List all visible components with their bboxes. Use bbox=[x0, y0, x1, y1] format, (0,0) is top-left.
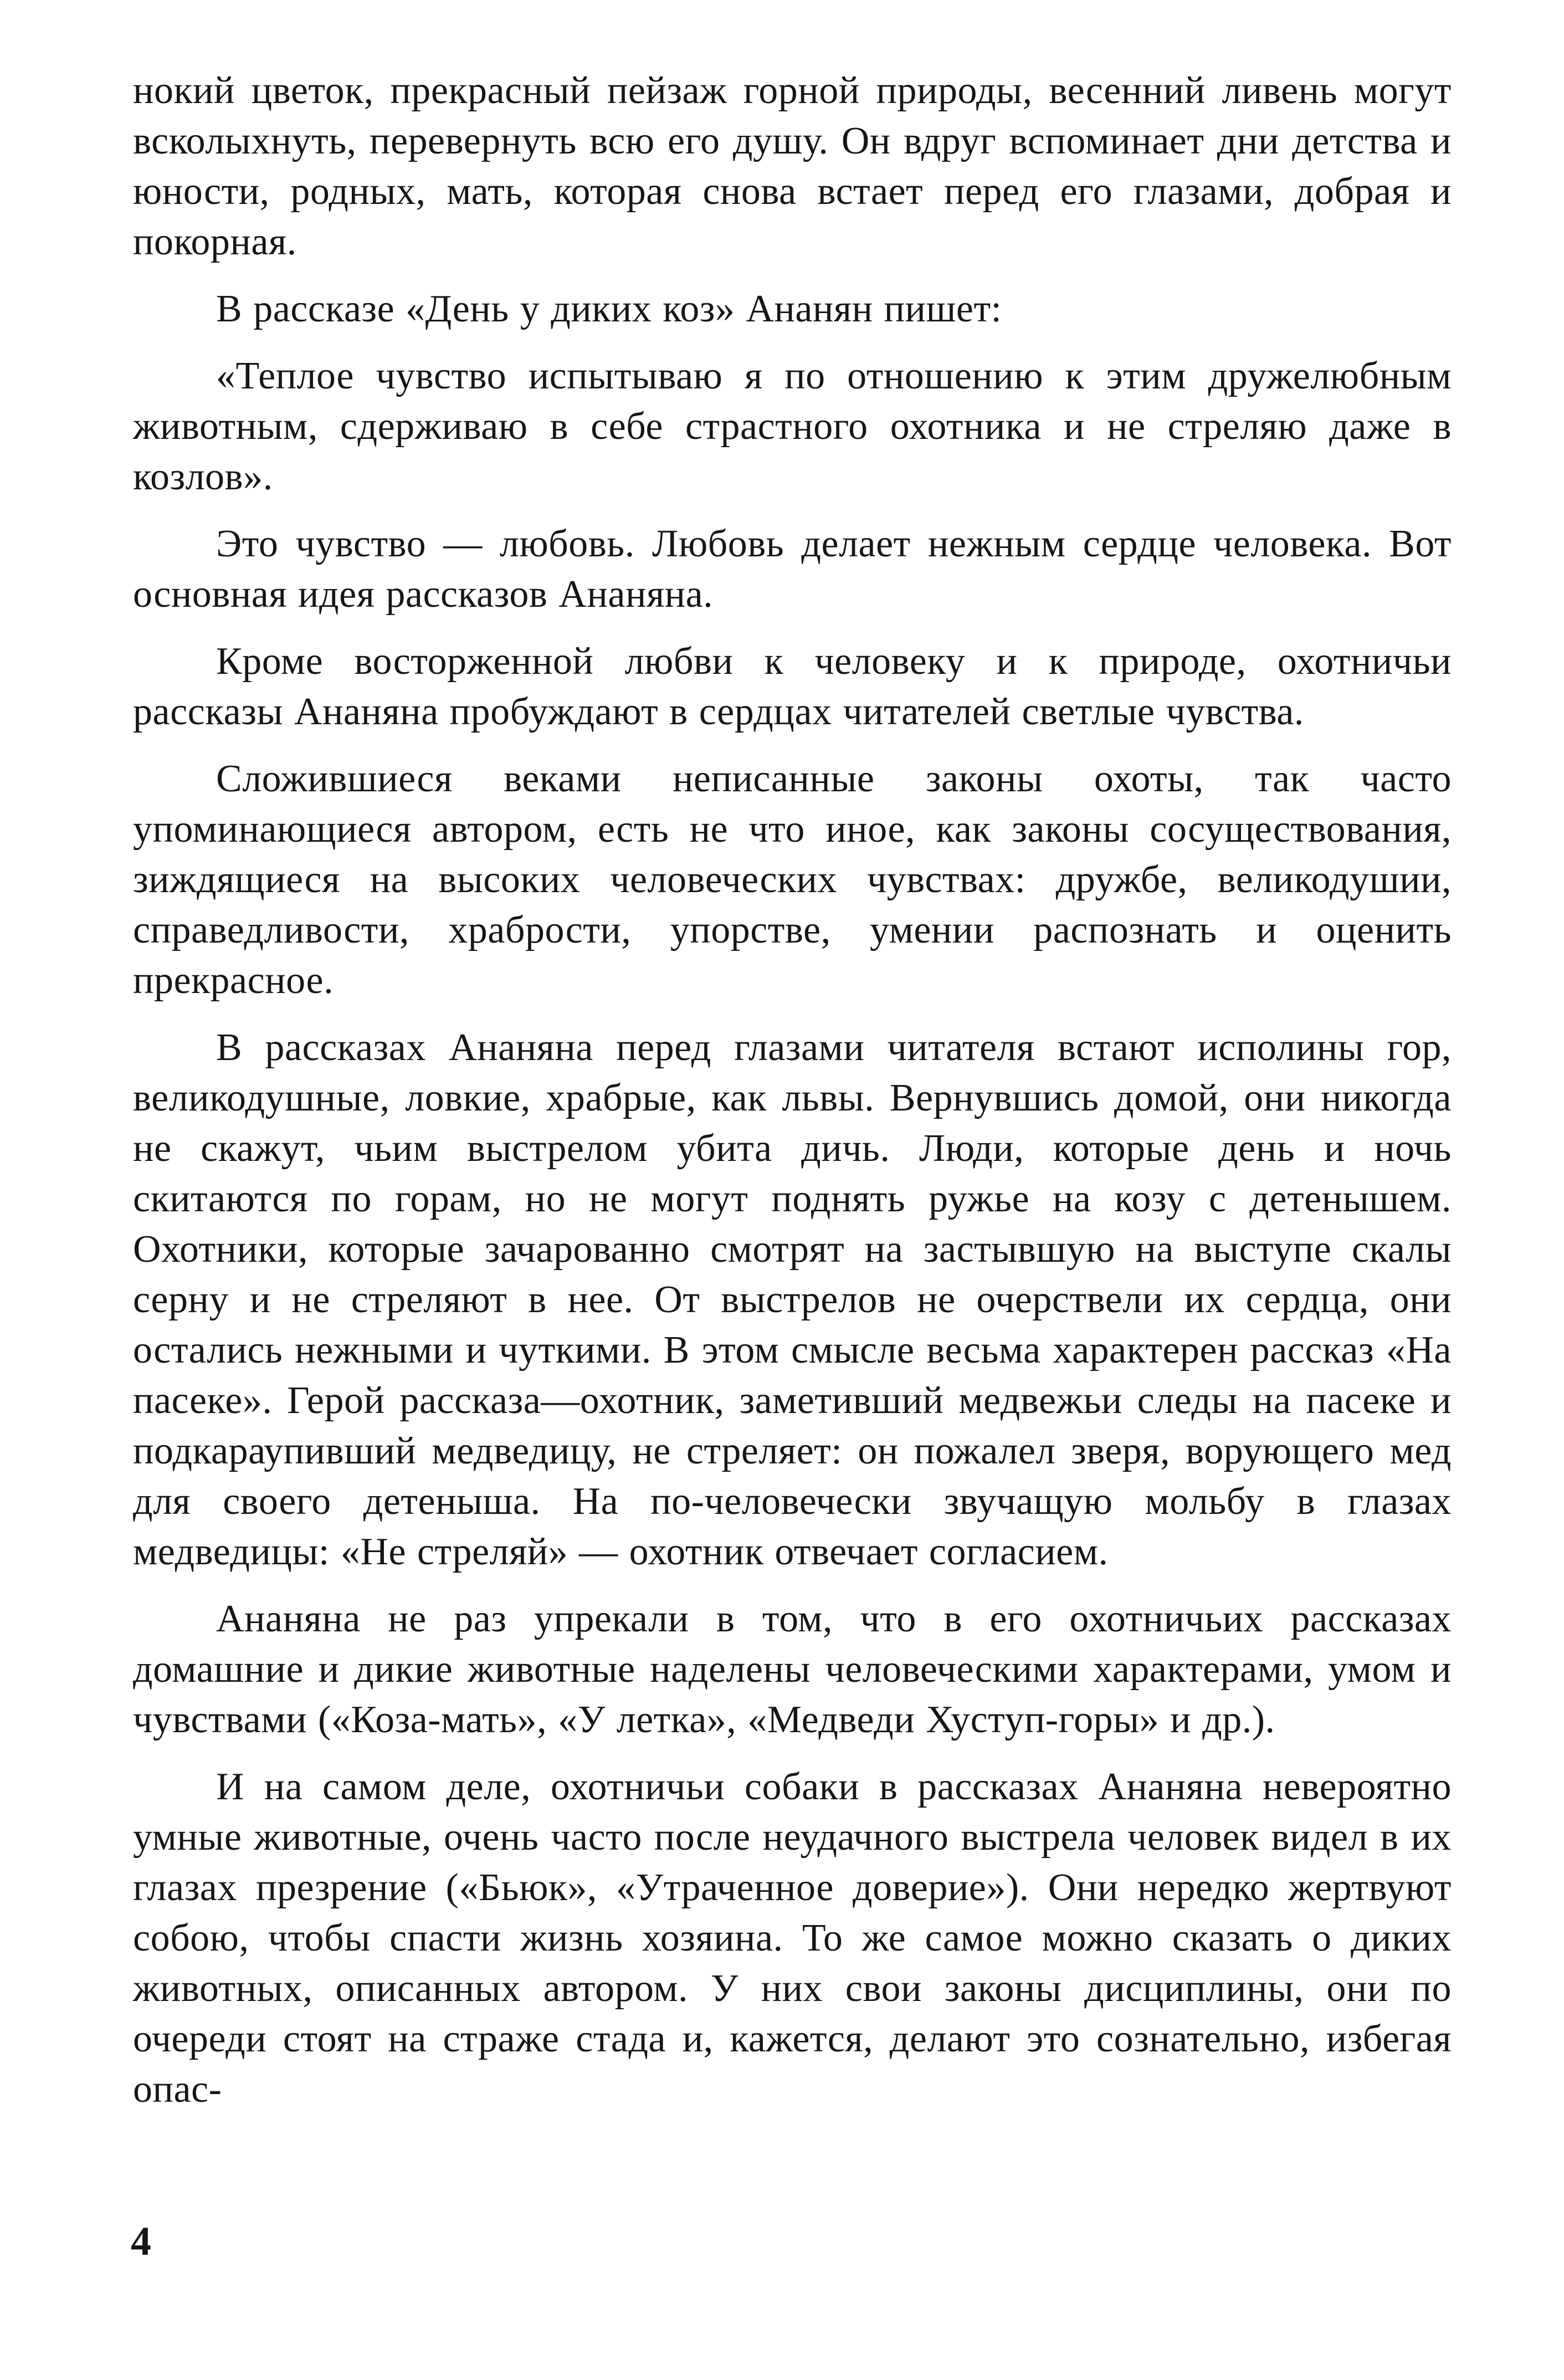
body-text bbox=[133, 65, 1452, 2115]
paragraph-bright-feelings: Кроме восторженной любви к человеку и к природе, охотничьи рассказы Ананяна пробуждают в сердцах читателей светлые чувства. bbox=[133, 640, 1452, 733]
paragraph-hunters: В рассказах Ананяна перед глазами читателя встают исполины гор, великодушные, ловкие, храбрые, как львы. Вернувшись домой, они никогда не скажут, чьим выстрелом убита дичь. Люди, которые день и ночь скитаются по горам, но не могут поднять ружье на козу с детенышем. Охотники, которые зачарованно смотрят на застывшую на выступе скалы серну и не стреляют в нее. От выстрелов не очерствели их сердца, они остались нежными и чуткими. В этом смысле весьма характерен рассказ «На пасеке». Герой рассказа—охотник, заметивший медвежьи следы на пасеке и подкараупивший медведицу, не стреляет: он пожалел зверя, ворующего мед для своего детеныша. На по-человечески звучащую мольбу в глазах медведицы: «Не стреляй» — охотник отвечает согласием. bbox=[133, 1026, 1452, 1573]
paragraph-quote-intro: В рассказе «День у диких коз» Ананян пишет: bbox=[216, 288, 1002, 330]
paragraph-laws-of-hunting: Сложившиеся веками неписанные законы охоты, так часто упоминающиеся автором, есть не что иное, как законы сосуществования, зиждящиеся на высоких человеческих чувствах: дружбе, великодушии, справедливости, храбрости, упорстве, умении распознать и оценить прекрасное. bbox=[133, 757, 1452, 1002]
paragraph-love: Это чувство — любовь. Любовь делает нежным сердце человека. Вот основная идея рассказов Ананяна. bbox=[133, 523, 1452, 616]
paragraph-quote: «Теплое чувство испытываю я по отношению к этим дружелюбным животным, сдерживаю в себе страстного охотника и не стреляю даже в козлов». bbox=[133, 355, 1452, 498]
paragraph-continuation: нокий цветок, прекрасный пейзаж горной природы, весенний ливень могут всколыхнуть, перевернуть всю его душу. Он вдруг вспоминает дни детства и юности, родных, мать, которая снова встает перед его глазами, добрая и покорная. bbox=[133, 69, 1452, 263]
paragraph-dogs: И на самом деле, охотничьи собаки в рассказах Ананяна невероятно умные животные, очень часто после неудачного выстрела человек видел в их глазах презрение («Бьюк», «Утраченное доверие»). Они нередко жертвуют собою, чтобы спасти жизнь хозяина. То же самое можно сказать о диких животных, описанных автором. У них свои законы дисциплины, они по очереди стоят на страже стада и, кажется, делают это сознательно, избегая опас- bbox=[133, 1765, 1452, 2111]
paragraph-reproach: Ананяна не раз упрекали в том, что в его охотничьих рассказах домашние и дикие животные наделены человеческими характерами, умом и чувствами («Коза-мать», «У летка», «Медведи Хуступ-горы» и др.). bbox=[133, 1598, 1452, 1741]
page-number: 4 bbox=[131, 2219, 151, 2264]
